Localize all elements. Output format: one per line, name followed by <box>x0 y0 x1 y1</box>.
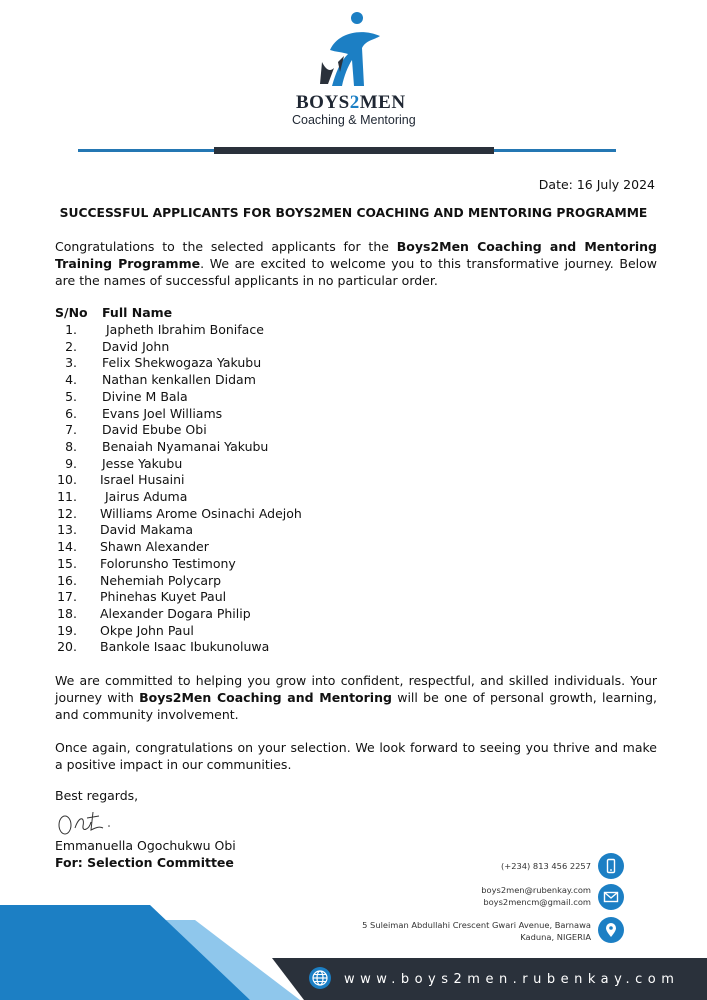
header-rule-left <box>78 149 214 152</box>
column-full-name: Full Name <box>102 305 173 320</box>
header-rule-right <box>494 149 616 152</box>
email-icon <box>598 884 624 910</box>
phone-icon <box>598 853 624 879</box>
brand-name: BOYS2MEN <box>296 92 406 113</box>
letterhead <box>0 0 707 140</box>
commitment-paragraph: We are committed to helping you grow into confident, respectful, and skilled individuals. Your journey with Boys2Men Coaching and Mentoring will be one of personal growth, learning, and community involvement. <box>55 673 657 722</box>
list-header <box>55 305 173 320</box>
logo-icon <box>318 10 390 92</box>
signer-name: Emmanuella Ogochukwu Obi <box>55 838 236 853</box>
brand-tagline: Coaching & Mentoring <box>292 113 416 127</box>
website-link[interactable]: www.boys2men.rubenkay.com <box>344 972 680 987</box>
globe-icon <box>308 966 332 990</box>
sign-off: Best regards, <box>55 788 139 803</box>
signature-icon <box>55 806 125 836</box>
location-pin-icon <box>598 917 624 943</box>
letter-date: Date: 16 July 2024 <box>538 177 655 192</box>
column-sno: S/No <box>55 305 88 320</box>
closing-paragraph: Once again, congratulations on your selection. We look forward to seeing you thrive and make a positive impact in our communities. <box>55 740 657 772</box>
signer-role: For: Selection Committee <box>55 855 234 870</box>
contact-email: boys2men@rubenkay.com boys2mencm@gmail.com <box>481 885 591 907</box>
intro-paragraph: Congratulations to the selected applicants for the Boys2Men Coaching and Mentoring Training Programme. We are excited to welcome you to this transformative journey. Below are the names of successful applicants in no particular order. <box>55 239 657 288</box>
letter-heading: SUCCESSFUL APPLICANTS FOR BOYS2MEN COACHING AND MENTORING PROGRAMME <box>59 206 648 220</box>
header-rule-middle <box>214 147 494 154</box>
contact-phone: (+234) 813 456 2257 <box>501 861 591 871</box>
contact-address: 5 Suleiman Abdullahi Crescent Gwari Avenue, Barnawa Kaduna, NIGERIA <box>362 920 591 942</box>
